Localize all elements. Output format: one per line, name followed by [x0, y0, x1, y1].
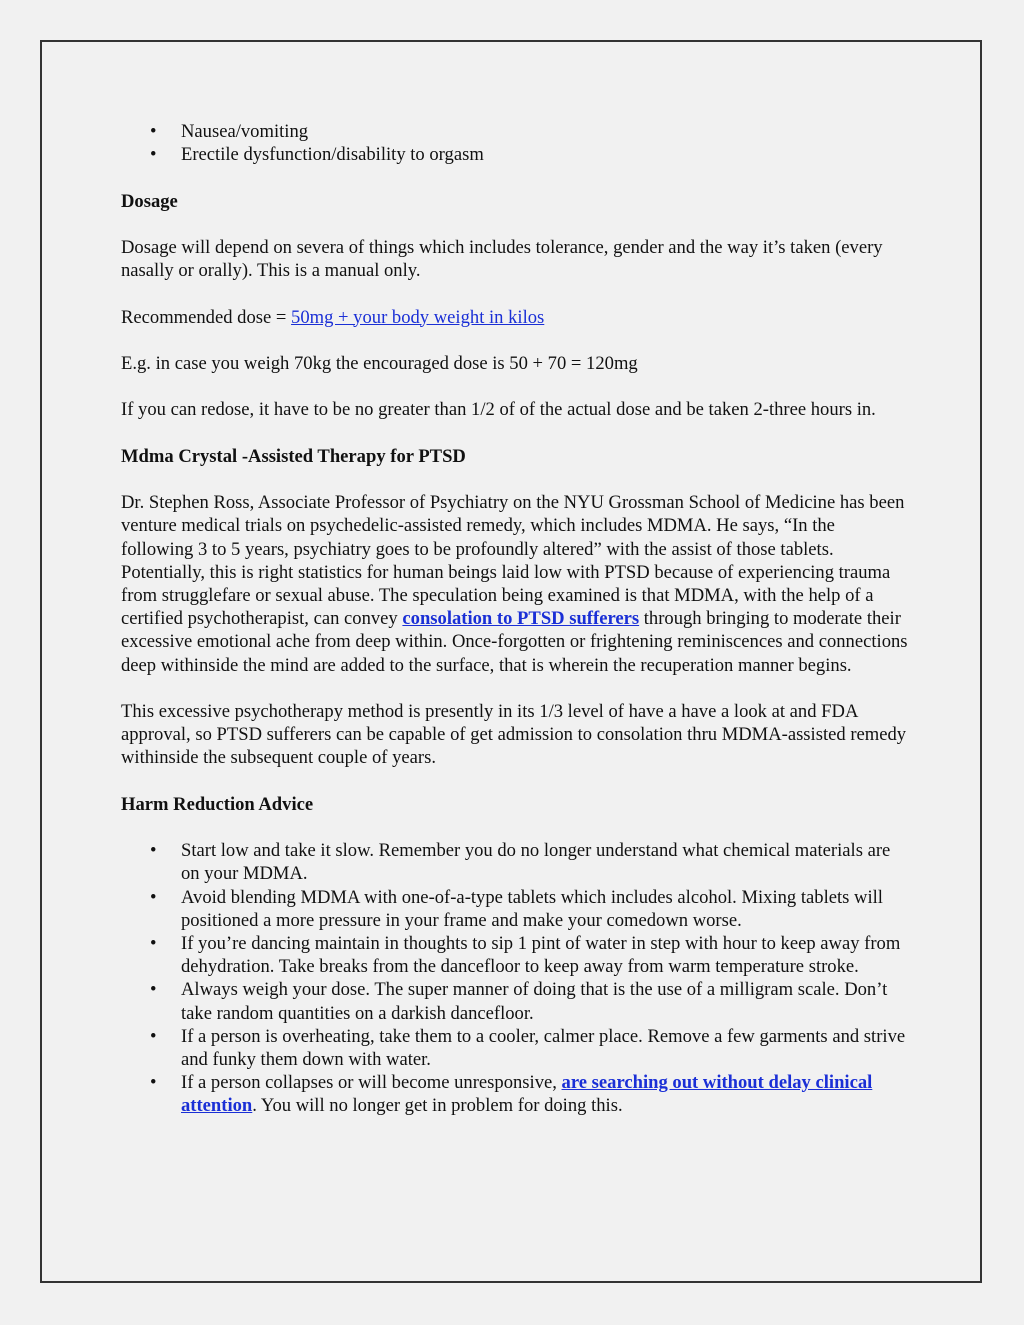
list-item-text: Always weigh your dose. The super manner of doing that is the use of a milligram scale. Don’t take random quantities on a darkish dancefloor.	[181, 979, 888, 1024]
harm-reduction-list	[121, 839, 911, 1117]
list-item	[121, 886, 911, 932]
redose-paragraph: If you can redose, it have to be no greater than 1/2 of of the actual dose and be taken 2-three hours in.	[121, 399, 876, 421]
recommended-dose	[121, 306, 911, 329]
therapy-paragraph-2: This excessive psychotherapy method is presently in its 1/3 level of have a have a look at and FDA approval, so PTSD sufferers can be capable of get admission to consolation thru MDMA-assisted remedy withinside the subsequent couple of years.	[121, 700, 907, 769]
dosage-paragraph: Dosage will depend on severa of things which includes tolerance, gender and the way it’s taken (every nasally or orally). This is a manual only.	[121, 236, 883, 282]
list-item	[121, 839, 911, 885]
ptsd-consolation-link[interactable]: consolation to PTSD sufferers	[402, 608, 640, 630]
bullet-icon: •	[150, 144, 157, 166]
list-item-text: Erectile dysfunction/disability to orgasm	[181, 144, 484, 166]
list-item	[121, 1025, 911, 1071]
harm-reduction-heading: Harm Reduction Advice	[121, 793, 314, 815]
bullet-icon: •	[150, 886, 157, 908]
bullet-icon: •	[150, 979, 157, 1001]
list-item	[121, 932, 911, 978]
list-item-text: Nausea/vomiting	[181, 121, 309, 142]
bullet-icon: •	[150, 1072, 157, 1094]
bullet-icon: •	[150, 932, 157, 954]
bullet-icon: •	[150, 1025, 157, 1047]
clinical-attention-link[interactable]: are searching out without delay clinical attention	[181, 1072, 873, 1117]
list-item-text: If a person is overheating, take them to a cooler, calmer place. Remove a few garments and strive and funky them down with water.	[181, 1025, 906, 1070]
list-item	[121, 1071, 911, 1117]
list-item	[121, 143, 911, 166]
side-effects-list	[121, 120, 911, 166]
therapy-paragraph-1	[121, 491, 911, 677]
dosage-heading: Dosage	[121, 190, 178, 212]
list-item-text-after: . You will no longer get in problem for doing this.	[252, 1095, 623, 1117]
list-item	[121, 978, 911, 1024]
list-item-text: Start low and take it slow. Remember you do no longer understand what chemical materials are on your MDMA.	[181, 840, 891, 885]
dose-formula-link[interactable]: 50mg + your body weight in kilos	[291, 306, 545, 328]
list-item-text: If you’re dancing maintain in thoughts to sip 1 pint of water in step with hour to keep away from dehydration. Take breaks from the dancefloor to keep away from warm temperature stroke.	[181, 932, 901, 978]
bullet-icon: •	[150, 840, 157, 862]
bullet-icon: •	[150, 121, 157, 142]
therapy-text-before: Dr. Stephen Ross, Associate Professor of Psychiatry on the NYU Grossman School of Medicine has been venture medical trials on psychedelic-assisted remedy, which includes MDMA. He says, “In the following 3 to 5 years, psychiatry goes to be profoundly altered” with the assist of those tablets. Potentially, this is right statistics for human beings laid low with PTSD because of experiencing trauma from strugglefare or sexual abuse. The speculation being examined is that MDMA, with the help of a certified psychotherapist, can convey	[121, 492, 905, 630]
document-body	[121, 120, 911, 1118]
recommended-dose-label: Recommended dose =	[121, 306, 292, 328]
list-item-text: Avoid blending MDMA with one-of-a-type tablets which includes alcohol. Mixing tablets will positioned a more pressure in your frame and make your comedown worse.	[181, 886, 883, 931]
therapy-text-after: through bringing to moderate their excessive emotional ache from deep within. Once-forgotten or frightening reminiscences and connections deep withinside the mind are added to the surface, that is wherein the recuperation manner begins.	[121, 608, 908, 676]
list-item-text-before: If a person collapses or will become unresponsive,	[181, 1072, 562, 1094]
therapy-heading: Mdma Crystal -Assisted Therapy for PTSD	[121, 445, 466, 467]
dose-example: E.g. in case you weigh 70kg the encouraged dose is 50 + 70 = 120mg	[121, 352, 638, 374]
list-item	[121, 120, 911, 143]
